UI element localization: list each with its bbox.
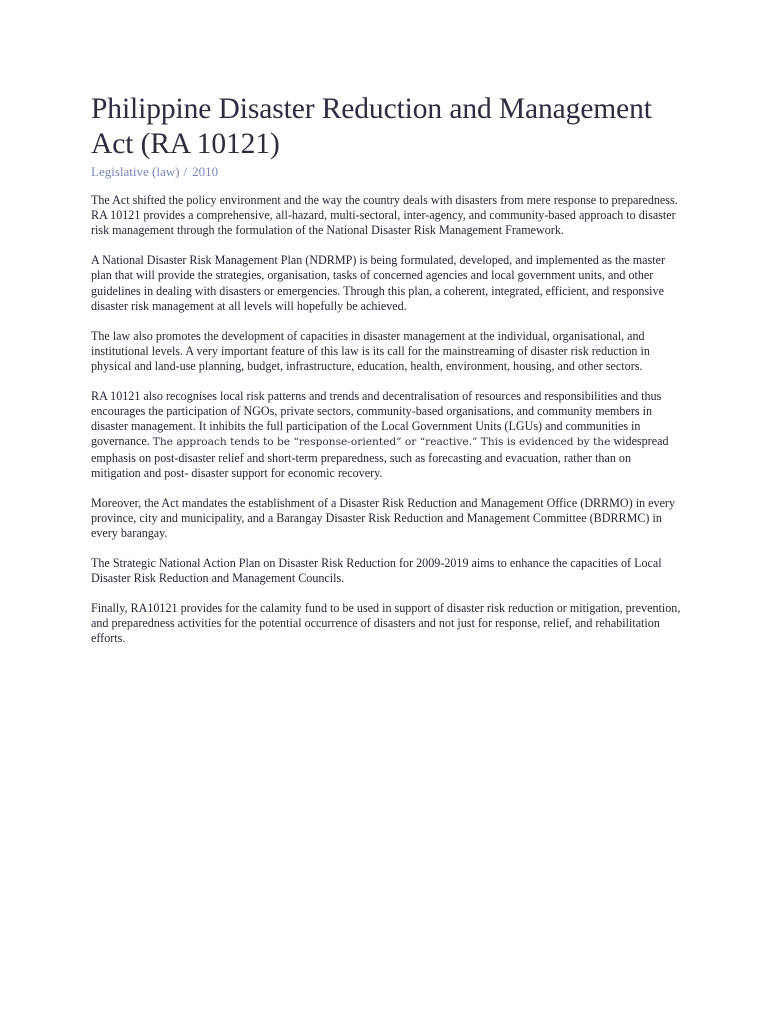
paragraph-3: The law also promotes the development of capacities in disaster management at the individual, organisational, and institutional levels. A very important feature of this law is its call for the mainstreaming of disaster risk reduction in physical and land-use planning, budget, infrastructure, education, health, environment, housing, and other sectors. [91,328,650,374]
paragraph-2: A National Disaster Risk Management Plan (NDRMP) is being formulated, developed, and implemented as the master plan that will provide the strategies, organisation, tasks of concerned agencies and local government units, and other guidelines in dealing with disasters or emergencies. Through this plan, a coherent, integrated, efficient, and responsive disaster risk management at all levels will hopefully be achieved. [91,253,665,313]
paragraph-4-text-b: The approach tends to be “response-oriented” or “reactive.” This is evidenced by the [152,436,611,449]
paragraph-6: The Strategic National Action Plan on Disaster Risk Reduction for 2009-2019 aims to enhance the capacities of Local Disaster Risk Reduction and Management Councils. [91,555,662,586]
paragraph-4 [91,389,681,481]
page-title: Philippine Disaster Reduction and Management Act (RA 10121) [91,93,652,160]
paragraph-7: Finally, RA10121 provides for the calamity fund to be used in support of disaster risk reduction or mitigation, prevention, and preparedness activities for the potential occurrence of disasters and not just for response, relief, and rehabilitation efforts. [91,600,681,646]
paragraph-4-text-c: widespread emphasis on post-disaster relief and short-term preparedness, such as forecasting and evacuation, rather than on mitigation and post- disaster support for economic recovery. [91,434,669,480]
article [91,92,681,661]
paragraph-1: The Act shifted the policy environment and the way the country deals with disasters from mere response to preparedness. RA 10121 provides a comprehensive, all-hazard, multi-sectoral, inter-agency, and community-based approach to disaster risk management through the formulation of the National Disaster Risk Management Framework. [91,193,678,238]
paragraph-5: Moreover, the Act mandates the establishment of a Disaster Risk Reduction and Management Office (DRRMO) in every province, city and municipality, and a Barangay Disaster Risk Reduction and Management Committee (BDRRMC) in every barangay. [91,495,676,541]
year-label: 2010 [192,164,219,179]
meta-separator: / [183,164,188,179]
paragraph-4-text-a: RA 10121 also recognises local risk patterns and trends and decentralisation of resources and responsibilities and thus encourages the participation of NGOs, private sectors, community-based organisations, and community members in disaster management. It inhibits the full participation of the Local Government Units (LGUs) and communities in governance. [91,388,662,449]
article-meta [91,164,681,180]
category-label: Legislative (law) [91,164,180,179]
